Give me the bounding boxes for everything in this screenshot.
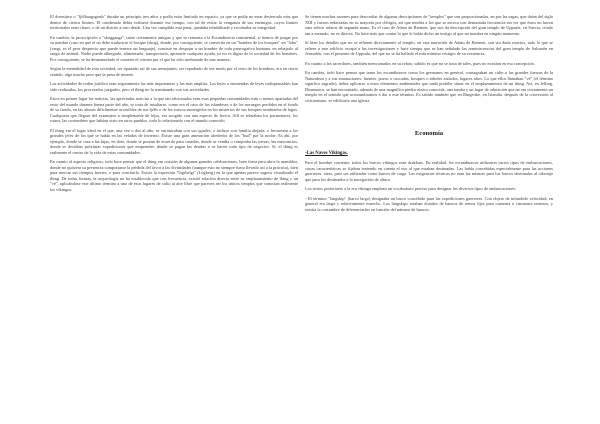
subsection-title <box>305 151 553 156</box>
paragraph: En cuanto a los sacerdotes, también mencionados en su relato, sabido es que no se trata de tales, pues no existían en esa concepción. <box>305 60 535 66</box>
paragraph: Estos en primer lugar las noticias, las apreciadas noticias a la que tan aficionados eran esas pequeñas comunidades más o menos apartadas del resto del mundo durante buena parte del año, se trata de insultarse, como era el caso de los islandeses o de los noruegos perdidos en el fondo de su fiordo, en las alturas difícilmente accesibles de sus fjells o de los suecos sumergidos en los misterios de sus bosques sembrados de lagos. Cualquiera que llegara del extranjero o simplemente de lejos, era acogido con una especie de fervor. Allí se relataban los pormenores, los ruiros, las costumbres que habían visto en otros pueblos, todo lo relacionado con el mundo conocido. <box>50 96 298 123</box>
paragraph: Para el hombre corriente, todos los barcos vikingos eran drakkars. En realidad, los escandinavos utilizaron varios tipos de embarcaciones, cuyas características se fijaban teniendo en cuenta el uso al que estaban destinadas. Las había concebidas especialmente para las acciones guerreras, otras, para ser utilizadas como barcos de carga. Las exigencias técnicas no eran las mismas para los barcos destinados al cabotaje que para los destinados a la navegación de altura. <box>305 160 553 182</box>
section-title: Economía <box>414 130 444 137</box>
subsection-title-text: -Las Naves Vikingas. <box>305 151 348 156</box>
paragraph: Según la mentalidad de esta sociedad, ser apartado así de sus semejantes, ser repudiado de ese modo por el resto de los hombres, era en cierto sentido, algo mucho peor que la pena de muerte. <box>50 66 298 77</box>
paragraph: Las actividades de orden jurídico eran seguramente las más importantes y las más amplias. Las leyes o enmiendas de leyes indispensables han sido realizadas, los procesados juzgados, pero el thing no la terminando con sus actividades. <box>50 81 298 92</box>
paragraph: - El término "langskip" (barco largo) designaba un barco concebido para las expediciones guerreras. Con objeto de infundirle velocidad, en general era largo y relativamente estrecho. Los langskips estaban dotados de bancos de remos fijos para cuarenta o cincuenta remeros, y existía la costumbre de diferenciarlos en función del número de bancos. <box>305 195 553 212</box>
paragraph: El domstirro o "fjölbaugsgardr" duraba un principio tres años y podía estar limitado en espacio, ya que se podía no estar desterrado más que dentro de ciertos límites. El condenado debía exiliarse durante ese tiempo, con tal de evitar la venganza de sus enemigos, cuyos límites territoriales eran claros, o de un distrito a otro desde. Una vez cumplida esta pena, quedaba rehabilitado y recobraba su integridad. <box>50 14 298 30</box>
paragraph: Se tienen muchas razones para desconfiar de algunas descripciones de "templos" que son proporcionadas, en por las sagas, que datan del siglo XIII y fueron redactadas en su mayoría por clérigos, así que tendría a los que se invoca con demasiada frecuencia sin ver que éstos no hacen sino referir relatos de segunda mano. Es el caso de Adam de Bremen, que nos da descripción del gran templo de Uppsala, en Suecia, citado tan a menudo, no es directa. No hace más que contar lo que le había dicho un testigo al que no nombra en ningún momento. <box>305 14 553 36</box>
paragraph: El thing era el lugar ideal en el que, una vez o dos al año, se encontraban con sus iguales, o incluso con familia alejada, o frecuentar a los grandes jefes de los que se habla en las veladas de invierno. Existe una gran animación alrededor de los "bud" por la noche. Es ahí, por ejemplo, donde se casa a las hijas, en dote, donde se ponían de acuerdo para casarlas, donde se vendía o compraba las tierras, las mercancías, donde se decidían próximas expediciones que emprender, donde se pagan las deudas o se hacen todo tipo de negocios. Sí, el thing es realmente el centro de la vida de estas comunidades. <box>50 127 298 155</box>
paragraph: Los textos posteriores a la era vikinga emplean un vocabulario preciso para designar los diversos tipos de embarcaciones: <box>305 186 517 191</box>
paragraph: En cambio, todo hace pensar que tanto los escandinavos como los germanos en general, consagraban un culto a las grandes fuerzas de la Naturaleza y a sus emanaciones: fuentes, pozos o cascadas, bosques o árboles aislados, lugares altos. Lo que ellos llamaban "vé" (el término significa sagrado), debía aplicarse a estos elementos ambientales que nada prohíbe situar en el emplazamiento de un thing. Así, en Jelling, Dinamarca, se han encontrado, además de una magnífica piedra rúnica conocida, una tumba y un lugar de adoración que no era ciertamente un templo en el sentido que acostumbramos a dar a este término. Es sabido también que en Ringerike, en Islandia, después de la conversión al cristianismo, se edificaría una iglesia. <box>305 70 553 103</box>
paragraph: Si bien los detalles que no se refieren directamente al templo, en esta narración de Adam de Bremen, son sin duda exactos, todo lo que se refiere a este edificio escapa a las investigaciones y hace tiempo que se han señalado las reminiscencias del gran templo de Salomón en Jerusalén, con el presente de Uppsala, del que no se ha hallado el más mínimo vestigio de su existencia. <box>305 40 553 56</box>
paragraph: En cambio, la proscripción o "skoggangr", tanto ciertamente antiguo y que se remonta a la Escandinavia continental, si hemos de juzgar por su nombre (caso en que el no debe traducirse el bosque (skog), donde, por consiguiente, se convertía en un "hombre de los bosques" un "lobo" (vargr, es el peor desprecio que puede tenerse un lenguaje), consiste en despojar a un hombre de toda prerrogativa humana, en rebajarlo al rango de animal. Nadie puede albergarle, alimentarlo, transportarlo, aportarle cualquier ayuda, ya no es digno de la sociedad de los hombres. Por consiguiente, se ha desmantelado el cometer el crimen por el que ha sido arrebatado de una manera. <box>50 34 298 62</box>
left-column <box>50 14 298 196</box>
right-column <box>305 14 553 216</box>
paragraph: En cuanto al aspecto religioso, todo hace pensar que el thing era ocasión de algunas grandes celebraciones, bien fuera para abrir la asamblea, donde no quisiera su presencia comportarse la pérdida del favor a las divinidades (aunque esto no siempre fuera llevado así a la práctica), bien para mercar sus tiempos fuertes, o para concluirla. Existe la expresión "lögrhelgi" (Lögberg) en la que apenas parece sugerir visualizado el thing. De todas formas, la arqueología no ha establecido que con frecuencia, existió relación directa entre su emplazamiento de thing y un "vé", aplicándose este último término a uno de esos lugares de culto al aire libre que parecen ser los únicos templos que conocían realmente los vikingos. <box>50 159 298 192</box>
